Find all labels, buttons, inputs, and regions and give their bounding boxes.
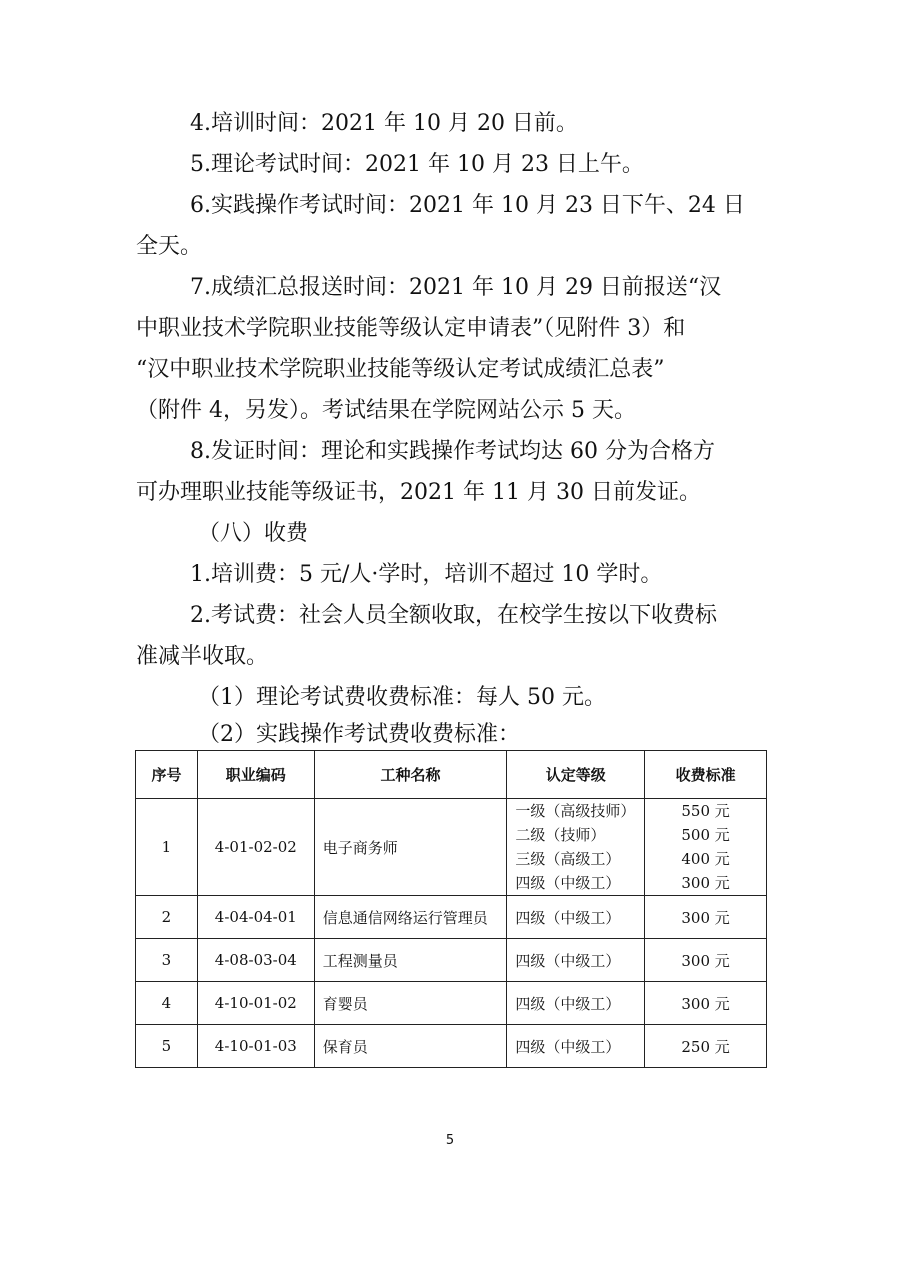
fee-standard-table [135, 750, 767, 1068]
table-row [136, 799, 767, 896]
cell-certification-levels [507, 799, 645, 896]
cell-fee: 300 元 [645, 982, 767, 1025]
cell-certification-level: 四级（中级工） [507, 896, 645, 939]
cell-serial-number: 2 [136, 896, 198, 939]
paragraph-score-report-time-cont2: “汉中职业技术学院职业技能等级认定考试成绩汇总表” [136, 357, 665, 382]
header-job-name: 工种名称 [314, 751, 507, 799]
header-certification-level: 认定等级 [507, 751, 645, 799]
cell-fee: 300 元 [645, 939, 767, 982]
cell-occupation-code: 4-01-02-02 [197, 799, 314, 896]
paragraph-exam-fee-cont: 准减半收取。 [136, 644, 269, 669]
paragraph-practice-fee: （2）实践操作考试费收费标准： [198, 722, 520, 747]
paragraph-certificate-time-cont: 可办理职业技能等级证书，2021 年 11 月 30 日前发证。 [136, 480, 701, 505]
cell-fee: 250 元 [645, 1025, 767, 1068]
paragraph-practice-exam-time-cont: 全天。 [136, 234, 203, 259]
cell-occupation-code: 4-10-01-02 [197, 982, 314, 1025]
cell-job-name: 信息通信网络运行管理员 [314, 896, 507, 939]
paragraph-training-time: 4.培训时间：2021 年 10 月 20 日前。 [190, 111, 578, 136]
level-item: 二级（技师） [515, 826, 606, 844]
cell-fee: 300 元 [645, 896, 767, 939]
cell-certification-level: 四级（中级工） [507, 982, 645, 1025]
table-row [136, 896, 767, 939]
paragraph-exam-fee: 2.考试费：社会人员全额收取，在校学生按以下收费标 [190, 603, 717, 628]
cell-job-name: 工程测量员 [314, 939, 507, 982]
cell-serial-number: 1 [136, 799, 198, 896]
header-serial-number: 序号 [136, 751, 198, 799]
level-item: 一级（高级技师） [515, 802, 636, 820]
fee-item: 400 元 [681, 850, 730, 868]
cell-serial-number: 3 [136, 939, 198, 982]
level-item: 四级（中级工） [515, 874, 621, 892]
page-number: 5 [445, 1133, 455, 1148]
paragraph-score-report-time: 7.成绩汇总报送时间：2021 年 10 月 29 日前报送“汉 [190, 275, 722, 300]
header-occupation-code: 职业编码 [197, 751, 314, 799]
table-row [136, 1025, 767, 1068]
paragraph-practice-exam-time: 6.实践操作考试时间：2021 年 10 月 23 日下午、24 日 [190, 193, 745, 218]
cell-occupation-code: 4-08-03-04 [197, 939, 314, 982]
cell-occupation-code: 4-04-04-01 [197, 896, 314, 939]
cell-serial-number: 4 [136, 982, 198, 1025]
table-header-row [136, 751, 767, 799]
cell-job-name: 育婴员 [314, 982, 507, 1025]
table-row [136, 982, 767, 1025]
section-heading-fees: （八）收费 [198, 521, 309, 546]
paragraph-theory-exam-time: 5.理论考试时间：2021 年 10 月 23 日上午。 [190, 152, 644, 177]
cell-serial-number: 5 [136, 1025, 198, 1068]
cell-certification-level: 四级（中级工） [507, 939, 645, 982]
paragraph-theory-fee: （1）理论考试费收费标准：每人 50 元。 [198, 685, 606, 710]
fee-item: 550 元 [681, 802, 730, 820]
level-item: 三级（高级工） [515, 850, 621, 868]
cell-fees [645, 799, 767, 896]
paragraph-certificate-time: 8.发证时间：理论和实践操作考试均达 60 分为合格方 [190, 439, 715, 464]
cell-certification-level: 四级（中级工） [507, 1025, 645, 1068]
header-fee-standard: 收费标准 [645, 751, 767, 799]
fee-item: 500 元 [681, 826, 730, 844]
cell-job-name: 保育员 [314, 1025, 507, 1068]
cell-job-name: 电子商务师 [314, 799, 507, 896]
paragraph-score-report-time-cont1: 中职业技术学院职业技能等级认定申请表”（见附件 3）和 [136, 316, 686, 341]
paragraph-score-report-time-cont3: （附件 4，另发）。考试结果在学院网站公示 5 天。 [136, 398, 636, 423]
table-row [136, 939, 767, 982]
fee-item: 300 元 [681, 874, 730, 892]
cell-occupation-code: 4-10-01-03 [197, 1025, 314, 1068]
paragraph-training-fee: 1.培训费：5 元/人·学时，培训不超过 10 学时。 [190, 562, 663, 587]
